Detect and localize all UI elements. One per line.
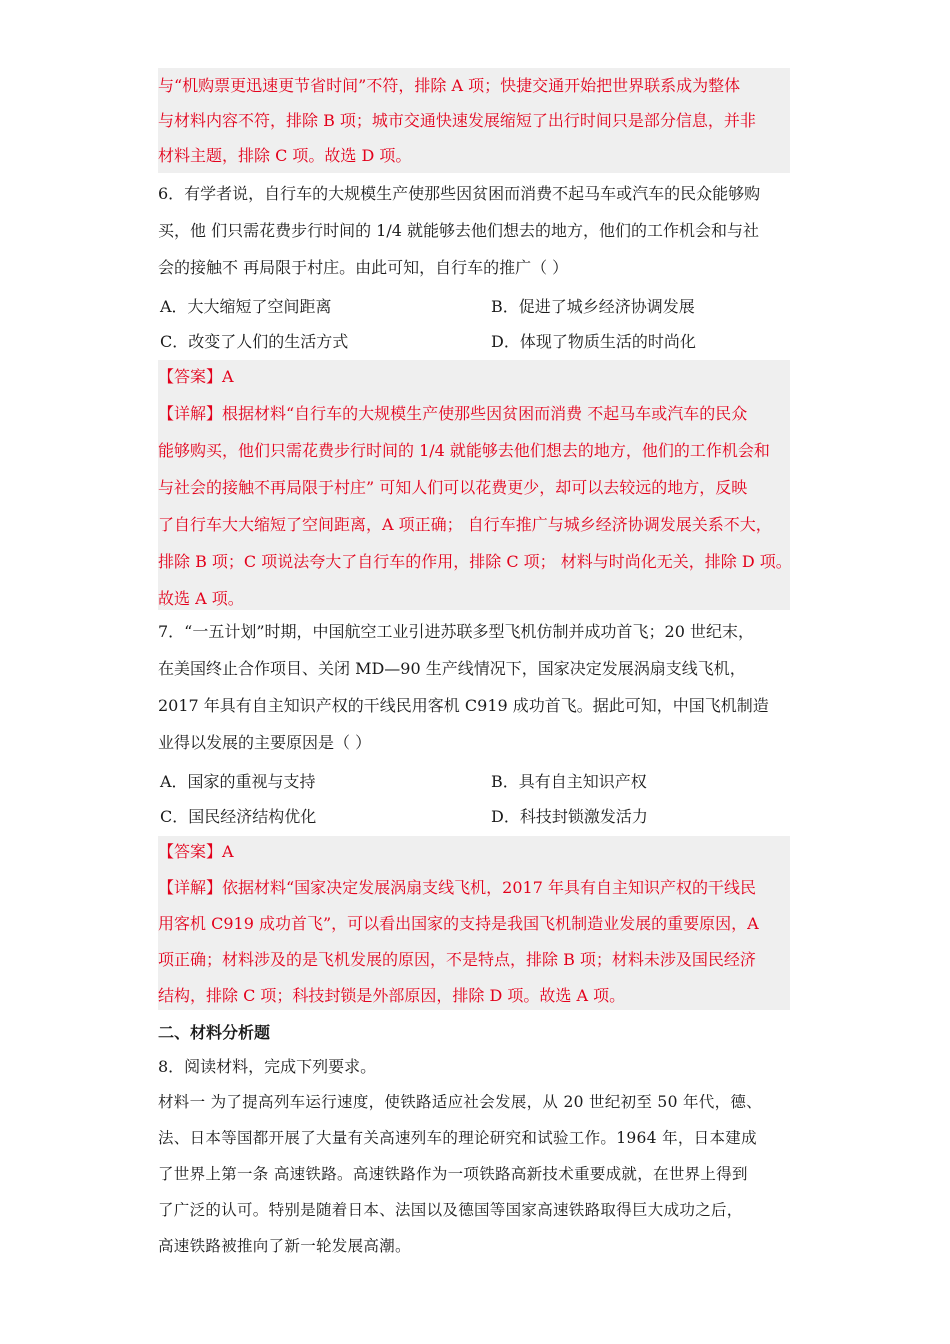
answer-label: 【答案】A (158, 842, 234, 861)
question-line: 会的接触不 再局限于村庄。由此可知，自行车的推广（ ） (158, 258, 569, 277)
answer-label: 【答案】A (158, 367, 234, 386)
option-a[interactable]: A．国家的重视与支持 (160, 772, 316, 791)
option-a[interactable]: A．大大缩短了空间距离 (160, 297, 332, 316)
question-7-solution (158, 836, 790, 1010)
material-line: 材料一 为了提高列车运行速度，使铁路适应社会发展，从 20 世纪初至 50 年代，德、 (158, 1093, 762, 1111)
explanation-line: 用客机 C919 成功首飞”，可以看出国家的支持是我国飞机制造业发展的重要原因，A (158, 914, 759, 933)
explanation-line: 【详解】根据材料“自行车的大规模生产使那些因贫困而消费 不起马车或汽车的民众 (158, 404, 748, 423)
question-6-solution (158, 360, 790, 610)
top-explanation (158, 68, 790, 173)
question-7-options-row-2 (158, 804, 798, 828)
explanation-line: 与材料内容不符，排除 B 项；城市交通快速发展缩短了出行时间只是部分信息，并非 (158, 111, 756, 130)
explanation-line: 与“机购票更迅速更节省时间”不符，排除 A 项；快捷交通开始把世界联系成为整体 (158, 76, 741, 95)
explanation-line: 排除 B 项；C 项说法夸大了自行车的作用，排除 C 项； 材料与时尚化无关，排除 D 项。 (158, 552, 792, 571)
explanation-line: 结构，排除 C 项；科技封锁是外部原因，排除 D 项。故选 A 项。 (158, 986, 626, 1005)
option-d[interactable]: D．体现了物质生活的时尚化 (491, 332, 696, 351)
explanation-line: 材料主题，排除 C 项。故选 D 项。 (158, 146, 412, 165)
question-line: 业得以发展的主要原因是（ ） (158, 733, 372, 752)
option-c[interactable]: C．国民经济结构优化 (160, 807, 317, 826)
material-line: 了世界上第一条 高速铁路。高速铁路作为一项铁路高新技术重要成就，在世界上得到 (158, 1165, 748, 1183)
question-line: 6．有学者说，自行车的大规模生产使那些因贫困而消费不起马车或汽车的民众能够购 (158, 184, 761, 203)
question-7-stem (158, 620, 790, 768)
option-d[interactable]: D．科技封锁激发活力 (491, 807, 648, 826)
explanation-line: 与社会的接触不再局限于村庄” 可知人们可以花费更少，却可以去较远的地方，反映 (158, 478, 748, 497)
question-line: 买，他 们只需花费步行时间的 1/4 就能够去他们想去的地方，他们的工作机会和与社 (158, 221, 760, 240)
question-6-options-row-2 (158, 329, 798, 353)
material-line: 高速铁路被推向了新一轮发展高潮。 (158, 1237, 411, 1255)
explanation-line: 了自行车大大缩短了空间距离，A 项正确； 自行车推广与城乡经济协调发展关系不大， (158, 515, 772, 534)
option-c[interactable]: C．改变了人们的生活方式 (160, 332, 349, 351)
explanation-line: 能够购买，他们只需花费步行时间的 1/4 就能够去他们想去的地方，他们的工作机会和 (158, 441, 770, 460)
material-line: 法、日本等国都开展了大量有关高速列车的理论研究和试验工作。1964 年，日本建成 (158, 1129, 757, 1147)
question-6-stem (158, 182, 790, 293)
question-8-intro: 8．阅读材料，完成下列要求。 (158, 1057, 377, 1076)
explanation-line: 故选 A 项。 (158, 589, 244, 608)
option-b[interactable]: B．促进了城乡经济协调发展 (491, 297, 695, 316)
question-line: 7．“一五计划”时期，中国航空工业引进苏联多型飞机仿制并成功首飞；20 世纪末， (158, 622, 754, 641)
option-b[interactable]: B．具有自主知识产权 (491, 772, 647, 791)
explanation-line: 项正确；材料涉及的是飞机发展的原因，不是特点，排除 B 项；材料未涉及国民经济 (158, 950, 756, 969)
material-line: 了广泛的认可。特别是随着日本、法国以及德国等国家高速铁路取得巨大成功之后， (158, 1201, 743, 1219)
question-7-options-row-1 (158, 769, 798, 793)
question-line: 在美国终止合作项目、关闭 MD—90 生产线情况下，国家决定发展涡扇支线飞机， (158, 659, 746, 678)
section-2 (158, 1021, 790, 1089)
question-line: 2017 年具有自主知识产权的干线民用客机 C919 成功首飞。据此可知，中国飞机制造 (158, 696, 769, 715)
explanation-line: 【详解】依据材料“国家决定发展涡扇支线飞机，2017 年具有自主知识产权的干线民 (158, 878, 756, 897)
section-title: 二、材料分析题 (158, 1023, 271, 1042)
material-one (158, 1090, 790, 1270)
question-6-options-row-1 (158, 294, 798, 318)
